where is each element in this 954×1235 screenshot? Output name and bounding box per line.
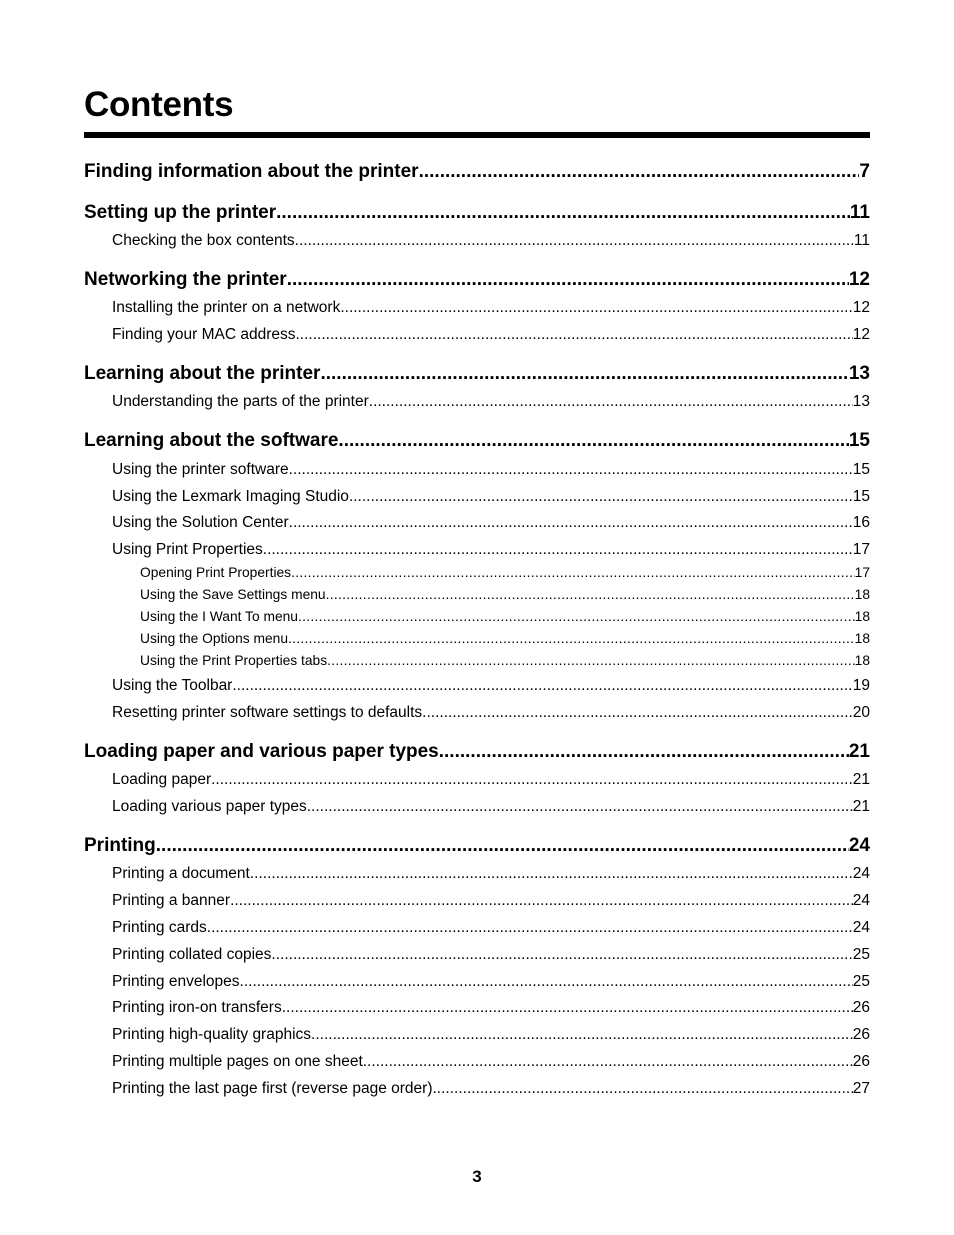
toc-dot-leader — [296, 325, 853, 345]
toc-dot-leader — [338, 428, 848, 454]
toc-entry-label: Finding your MAC address — [112, 326, 296, 343]
toc-entry[interactable] — [140, 608, 870, 626]
toc-entry-label: Printing a banner — [112, 892, 231, 909]
toc-entry[interactable] — [112, 513, 870, 533]
toc-dot-leader — [419, 159, 860, 185]
toc-entry[interactable] — [112, 325, 870, 345]
toc-entry-page-number: 18 — [854, 631, 870, 646]
toc-entry[interactable] — [112, 770, 870, 790]
toc-dot-leader — [230, 891, 853, 911]
toc-entry-page-number: 13 — [852, 393, 870, 410]
toc-dot-leader — [291, 564, 855, 582]
toc-entry[interactable] — [112, 460, 870, 480]
toc-entry-label: Printing multiple pages on one sheet — [112, 1053, 363, 1070]
toc-entry-label: Using the Options menu — [140, 631, 289, 646]
toc-entry-page-number: 24 — [852, 865, 870, 882]
toc-entry-page-number: 17 — [852, 541, 870, 558]
toc-entry-label: Installing the printer on a network — [112, 299, 341, 316]
toc-dot-leader — [271, 945, 852, 965]
toc-entry-label: Printing iron-on transfers — [112, 999, 282, 1016]
toc-entry-label: Learning about the software — [84, 430, 339, 451]
toc-dot-leader — [207, 918, 853, 938]
toc-dot-leader — [295, 231, 854, 251]
toc-entry-page-number: 19 — [852, 677, 870, 694]
toc-dot-leader — [276, 200, 850, 226]
toc-entry[interactable] — [112, 1025, 870, 1045]
toc-entry-label: Printing the last page first (reverse page order) — [112, 1080, 433, 1097]
toc-dot-leader — [363, 1052, 853, 1072]
toc-entry-page-number: 11 — [853, 232, 870, 249]
toc-entry-page-number: 21 — [852, 771, 870, 788]
toc-entry-page-number: 25 — [852, 946, 870, 963]
page-number: 3 — [472, 1167, 482, 1186]
toc-entry[interactable] — [140, 586, 870, 604]
toc-entry-page-number: 18 — [854, 587, 870, 602]
toc-entry-page-number: 11 — [849, 202, 870, 223]
toc-dot-leader — [211, 770, 853, 790]
toc-entry[interactable] — [84, 267, 870, 293]
toc-entry-label: Checking the box contents — [112, 232, 295, 249]
toc-entry[interactable] — [84, 200, 870, 226]
toc-entry[interactable] — [112, 918, 870, 938]
toc-entry-label: Using the Solution Center — [112, 514, 289, 531]
toc-entry-page-number: 17 — [854, 565, 870, 580]
toc-entry[interactable] — [140, 564, 870, 582]
toc-entry[interactable] — [112, 864, 870, 884]
toc-entry-label: Using the Print Properties tabs — [140, 653, 328, 668]
toc-entry[interactable] — [112, 298, 870, 318]
toc-entry[interactable] — [84, 833, 870, 859]
toc-entry[interactable] — [112, 972, 870, 992]
toc-entry-label: Using the printer software — [112, 461, 289, 478]
toc-entry-page-number: 26 — [852, 1026, 870, 1043]
toc-entry[interactable] — [112, 703, 870, 723]
toc-entry-page-number: 25 — [852, 973, 870, 990]
toc-entry-page-number: 26 — [852, 1053, 870, 1070]
toc-entry[interactable] — [112, 676, 870, 696]
toc-entry-page-number: 27 — [852, 1080, 870, 1097]
toc-entry-label: Loading paper — [112, 771, 212, 788]
toc-dot-leader — [307, 797, 853, 817]
toc-entry-label: Finding information about the printer — [84, 161, 419, 182]
toc-dot-leader — [232, 676, 852, 696]
toc-entry[interactable] — [112, 797, 870, 817]
toc-entry[interactable] — [84, 361, 870, 387]
toc-dot-leader — [349, 487, 853, 507]
toc-entry-page-number: 21 — [848, 741, 870, 762]
toc-dot-leader — [433, 1079, 853, 1099]
toc-entry[interactable] — [112, 231, 870, 251]
toc-entry-label: Opening Print Properties — [140, 565, 292, 580]
toc-dot-leader — [287, 267, 849, 293]
toc-dot-leader — [282, 998, 853, 1018]
toc-dot-leader — [326, 586, 855, 604]
toc-entry-page-number: 15 — [852, 461, 870, 478]
toc-entry-label: Resetting printer software settings to defaults — [112, 704, 423, 721]
toc-entry-label: Printing collated copies — [112, 946, 272, 963]
toc-entry-page-number: 18 — [854, 653, 870, 668]
toc-entry-page-number: 15 — [848, 430, 870, 451]
toc-entry-label: Using the Save Settings menu — [140, 587, 326, 602]
toc-entry-label: Understanding the parts of the printer — [112, 393, 369, 410]
toc-entry-page-number: 12 — [848, 269, 870, 290]
toc-entry[interactable] — [140, 630, 870, 648]
toc-dot-leader — [250, 864, 853, 884]
toc-dot-leader — [327, 652, 855, 670]
toc-entry-label: Learning about the printer — [84, 363, 321, 384]
toc-entry-page-number: 15 — [852, 488, 870, 505]
toc-dot-leader — [289, 460, 853, 480]
toc-entry[interactable] — [112, 1079, 870, 1099]
toc-entry-page-number: 24 — [852, 892, 870, 909]
toc-dot-leader — [156, 833, 849, 859]
toc-dot-leader — [369, 392, 853, 412]
toc-dot-leader — [422, 703, 853, 723]
toc-entry[interactable] — [112, 1052, 870, 1072]
toc-dot-leader — [439, 739, 849, 765]
toc-entry-label: Using the I Want To menu — [140, 609, 298, 624]
toc-entry-page-number: 16 — [852, 514, 870, 531]
toc-entry-label: Printing — [84, 835, 156, 856]
toc-entry-label: Printing high-quality graphics — [112, 1026, 312, 1043]
toc-dot-leader — [320, 361, 848, 387]
toc-entry-label: Setting up the printer — [84, 202, 277, 223]
toc-dot-leader — [298, 608, 855, 626]
page-title: Contents — [84, 85, 234, 124]
toc-dot-leader — [240, 972, 853, 992]
toc-entry-label: Using Print Properties — [112, 541, 263, 558]
toc-entry-page-number: 12 — [852, 299, 870, 316]
toc-entry-label: Using the Toolbar — [112, 677, 233, 694]
toc-entry-page-number: 24 — [848, 835, 870, 856]
toc-entry[interactable] — [112, 998, 870, 1018]
toc-entry-page-number: 12 — [852, 326, 870, 343]
toc-entry[interactable] — [112, 392, 870, 412]
toc-entry[interactable] — [84, 159, 870, 185]
toc-entry-page-number: 7 — [859, 161, 870, 182]
toc-entry-page-number: 13 — [848, 363, 870, 384]
toc-dot-leader — [288, 630, 855, 648]
toc-entry-label: Using the Lexmark Imaging Studio — [112, 488, 349, 505]
toc-entry-page-number: 24 — [852, 919, 870, 936]
toc-entry-page-number: 21 — [852, 798, 870, 815]
toc-entry-label: Loading paper and various paper types — [84, 741, 439, 762]
toc-entry[interactable] — [112, 487, 870, 507]
toc-entry-label: Printing a document — [112, 865, 250, 882]
toc-entry-label: Loading various paper types — [112, 798, 307, 815]
toc-dot-leader — [263, 540, 853, 560]
toc-entry-label: Printing envelopes — [112, 973, 240, 990]
toc-dot-leader — [311, 1025, 853, 1045]
toc-entry[interactable] — [140, 652, 870, 670]
toc-dot-leader — [289, 513, 853, 533]
toc-entry[interactable] — [112, 891, 870, 911]
toc-dot-leader — [340, 298, 852, 318]
toc-entry-page-number: 20 — [852, 704, 870, 721]
toc-entry-label: Printing cards — [112, 919, 207, 936]
toc-entry[interactable] — [112, 540, 870, 560]
toc-entry-page-number: 18 — [854, 609, 870, 624]
toc-entry[interactable] — [112, 945, 870, 965]
toc-entry[interactable] — [84, 739, 870, 765]
toc-entry-label: Networking the printer — [84, 269, 287, 290]
table-of-contents — [84, 0, 870, 1235]
toc-entry[interactable] — [84, 428, 870, 454]
toc-entry-page-number: 26 — [852, 999, 870, 1016]
